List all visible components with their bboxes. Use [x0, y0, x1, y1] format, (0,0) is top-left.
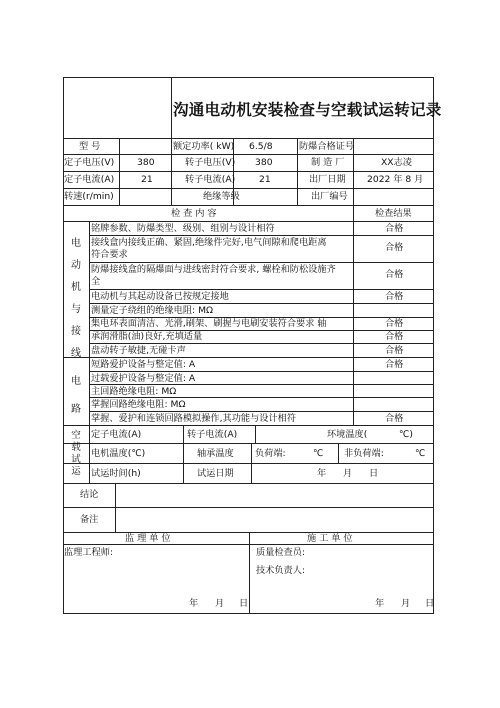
construction-sign-day: 日 — [425, 598, 435, 609]
circuit-item-5-result: 合格 — [385, 413, 404, 424]
rotor-voltage-label: 转子电压(V) — [185, 157, 236, 168]
supervision-sign-day: 日 — [239, 598, 249, 609]
supervision-sign-month: 月 — [215, 598, 225, 609]
circuit-section-label: 电路 — [71, 376, 81, 415]
stator-voltage-value: 380 — [137, 157, 155, 168]
table-rule — [119, 138, 120, 205]
table-rule — [63, 205, 434, 206]
table-rule — [89, 262, 434, 263]
circuit-item-1-result: 合格 — [385, 359, 404, 370]
construction-sign-year: 年 — [375, 598, 385, 609]
stator-current-value: 21 — [141, 174, 153, 185]
explosion-cert-label: 防爆合格证号 — [299, 141, 355, 152]
supervision-header: 监 理 单 位 — [125, 533, 171, 544]
bearing-temp-label: 轴承温度 — [197, 448, 234, 459]
quality-inspector-label: 质量检查员: — [256, 547, 306, 558]
motor-item-4-result: 合格 — [385, 291, 404, 302]
load-end-unit: ℃ — [313, 448, 324, 459]
table-rule — [338, 443, 339, 463]
rotor-current-label: 转子电流(A) — [185, 174, 236, 185]
nonload-end-unit: ℃ — [415, 448, 426, 459]
factory-date-value: 2022 年 8 月 — [367, 174, 424, 185]
content-header: 检 查 内 容 — [171, 208, 217, 219]
table-rule — [63, 357, 434, 358]
run-time-label: 试运时间(h) — [91, 468, 141, 479]
table-rule — [183, 425, 184, 483]
table-rule — [89, 343, 434, 344]
result-header: 检查结果 — [375, 208, 412, 219]
stator-voltage-label: 定子电压(V) — [64, 157, 115, 168]
circuit-item-2: 过载爱护设备与整定值: A — [91, 373, 196, 384]
motor-item-1-result: 合格 — [385, 223, 404, 234]
motor-temp-label: 电机温度(℃) — [91, 448, 146, 459]
circuit-item-4: 掌握回路绝缘电阻: MΩ — [91, 399, 186, 410]
stator-current-label: 定子电流(A) — [64, 174, 115, 185]
circuit-item-5: 掌握、爱护和连锁回路模拟操作,其功能与设计相符 — [91, 413, 297, 424]
motor-item-2: 接线盒内接线正确、紧固,绝缘件完好,电气间隙和爬电距离 — [91, 237, 327, 248]
table-rule — [89, 397, 434, 398]
table-border-top — [63, 77, 434, 78]
construction-header: 施 工 单 位 — [307, 533, 353, 544]
table-rule — [89, 303, 434, 304]
motor-section-label: 电动机与接线 — [71, 238, 81, 359]
run-date-month: 月 — [343, 468, 353, 479]
table-rule — [89, 235, 434, 236]
motor-item-1: 铭牌参数、防爆类型、级别、组别与设计相符 — [91, 223, 275, 234]
manufacturer-value: XX志凌 — [381, 157, 412, 168]
nonload-end-label: 非负荷端: — [344, 448, 384, 459]
table-rule — [249, 532, 250, 614]
table-rule — [89, 289, 434, 290]
rated-power-value: 6.5/8 — [249, 141, 273, 152]
table-border-right — [433, 77, 434, 614]
rotor-voltage-value: 380 — [255, 157, 273, 168]
trial-stator-current-label: 定子电流(A) — [91, 429, 142, 440]
manufacturer-label: 制 造 厂 — [311, 157, 345, 168]
load-end-label: 负荷端: — [255, 448, 286, 459]
remarks-label: 备注 — [80, 514, 99, 525]
table-rule — [89, 221, 90, 483]
table-rule — [63, 425, 434, 426]
page-title: 沟通电动机安装检查与空载试运转记录 — [173, 101, 442, 119]
table-rule — [63, 507, 434, 508]
conclusion-label: 结论 — [80, 489, 99, 500]
run-date-year: 年 — [317, 468, 327, 479]
supervisor-label: 监理工程师: — [64, 547, 114, 558]
table-rule — [171, 77, 172, 138]
motor-item-7-result: 合格 — [385, 331, 404, 342]
circuit-item-1: 短路爱护设备与整定值: A — [91, 359, 196, 370]
motor-item-7: 承润滑脂(油)良好,充填适量 — [91, 331, 203, 342]
record-form — [63, 77, 442, 614]
circuit-item-3: 主回路绝缘电阻: MΩ — [91, 386, 177, 397]
construction-sign-month: 月 — [401, 598, 411, 609]
run-date-label: 试运日期 — [197, 468, 234, 479]
run-date-day: 日 — [369, 468, 379, 479]
motor-item-2-result: 合格 — [385, 242, 404, 253]
table-rule — [89, 371, 434, 372]
rated-power-label: 额定功率( kW) — [173, 141, 235, 152]
motor-item-4: 电动机与其起动设备已按规定接地 — [91, 291, 229, 302]
model-label: 型 号 — [79, 141, 101, 152]
speed-label: 转速(r/min) — [64, 191, 114, 202]
motor-item-3-cont: 全 — [91, 276, 101, 287]
motor-item-3-result: 合格 — [385, 269, 404, 280]
motor-item-2-cont: 符合要求 — [91, 249, 128, 260]
table-rule — [251, 463, 252, 483]
table-rule — [89, 384, 434, 385]
motor-item-6-result: 合格 — [385, 318, 404, 329]
table-rule — [89, 411, 434, 412]
trial-rotor-current-label: 转子电流(A) — [187, 429, 238, 440]
table-rule — [297, 138, 298, 205]
table-rule — [63, 463, 434, 464]
rotor-current-value: 21 — [259, 174, 271, 185]
table-rule — [63, 483, 434, 484]
table-rule — [251, 443, 252, 463]
table-rule — [63, 221, 434, 222]
trial-section-label: 空载试运 — [71, 430, 81, 477]
table-rule — [115, 483, 116, 532]
motor-item-5: 测量定子绕组的绝缘电阻: MΩ — [91, 305, 214, 316]
motor-item-8: 盘动转子敏捷,无碰卡声 — [91, 345, 186, 356]
motor-item-8-result: 合格 — [385, 345, 404, 356]
ambient-temp-unit: ℃) — [399, 429, 413, 440]
factory-date-label: 出厂日期 — [309, 174, 346, 185]
motor-item-3: 防爆接线盒的隔爆面与进线密封符合要求, 螺栓和防松设施齐 — [91, 264, 336, 275]
table-rule — [171, 138, 172, 205]
supervision-sign-year: 年 — [189, 598, 199, 609]
motor-item-6: 集电环表面清洁、光滑,刷架、刷握与电刷安装符合要求 轴 — [91, 318, 327, 329]
factory-no-label: 出厂编号 — [311, 191, 348, 202]
insulation-label: 绝缘等级 — [203, 191, 240, 202]
technical-lead-label: 技术负责人: — [256, 565, 306, 576]
ambient-temp-label: 环境温度( — [327, 429, 368, 440]
table-rule — [255, 425, 256, 443]
table-rule — [63, 443, 434, 444]
table-rule — [353, 205, 354, 425]
